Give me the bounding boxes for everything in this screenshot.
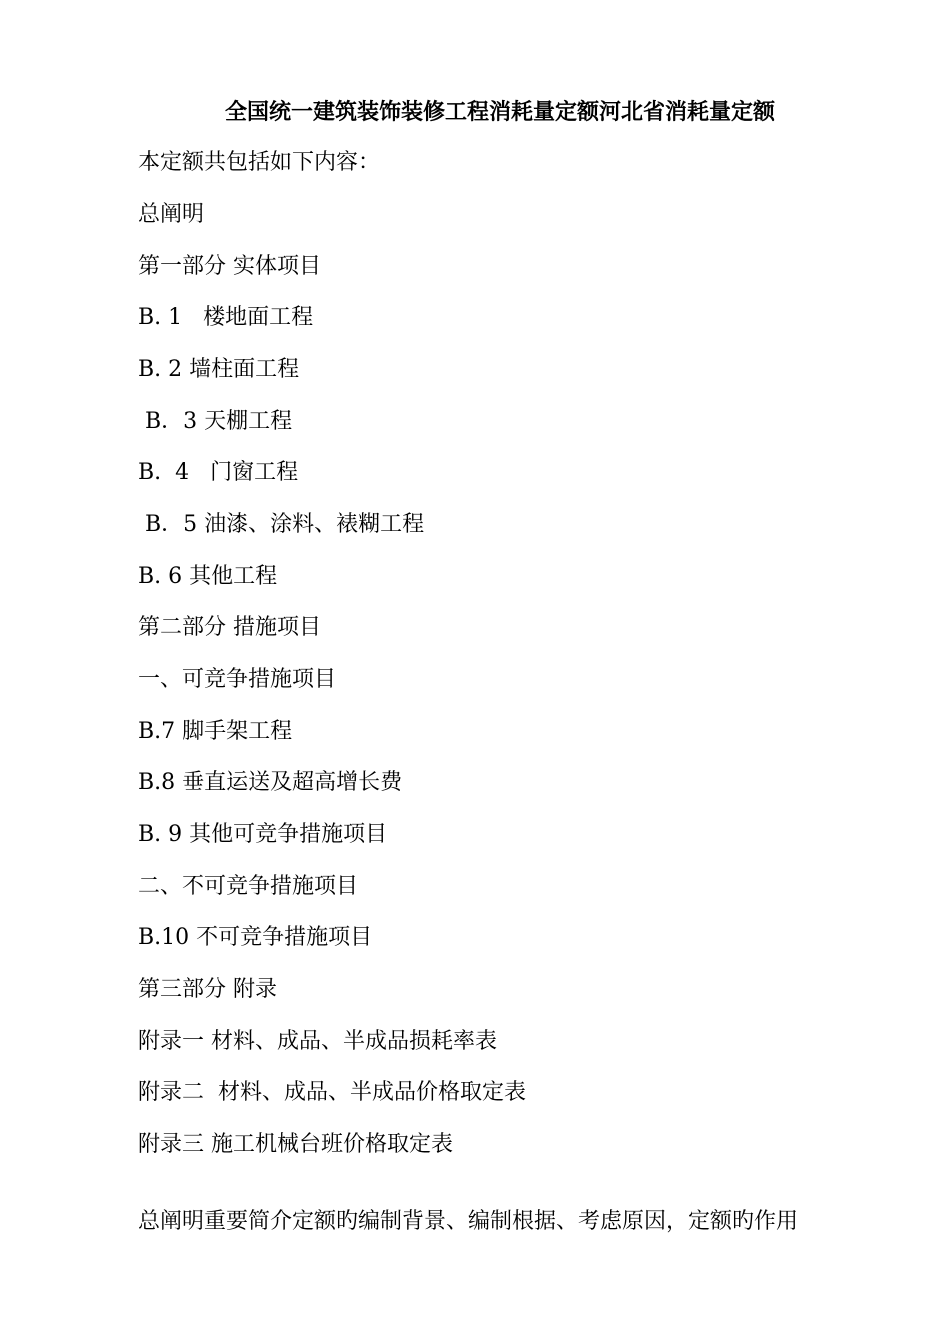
toc-item-b6: B. 6 其他工程 xyxy=(138,564,278,589)
toc-appendix-three: 附录三 施工机械台班价格取定表 xyxy=(138,1132,453,1157)
toc-item-b1: B. 1 楼地面工程 xyxy=(138,305,314,330)
toc-appendix-two: 附录二 材料、成品、半成品价格取定表 xyxy=(138,1080,526,1105)
toc-item-b10: B.10 不可竞争措施项目 xyxy=(138,925,373,950)
document-title: 全国统一建筑装饰装修工程消耗量定额河北省消耗量定额 xyxy=(224,99,775,125)
toc-section-one: 一、可竞争措施项目 xyxy=(138,667,337,692)
intro-line: 本定额共包括如下内容： xyxy=(138,150,381,175)
toc-item-b5: B．5 油漆、涂料、裱糊工程 xyxy=(138,512,425,537)
toc-item-b3: B．3 天棚工程 xyxy=(138,409,293,434)
toc-item-b4: B. 4 门窗工程 xyxy=(138,460,299,485)
toc-item-b9: B. 9 其他可竞争措施项目 xyxy=(138,822,388,847)
toc-part-one: 第一部分 实体项目 xyxy=(138,254,321,279)
body-paragraph: 总阐明重要简介定额旳编制背景、编制根据、考虑原因，定额旳作用 xyxy=(138,1209,799,1234)
toc-item-b2: B. 2 墙柱面工程 xyxy=(138,357,300,382)
toc-section-two: 二、不可竞争措施项目 xyxy=(138,874,359,899)
toc-appendix-one: 附录一 材料、成品、半成品损耗率表 xyxy=(138,1029,497,1054)
toc-part-three: 第三部分 附录 xyxy=(138,977,277,1002)
toc-item-b8: B.8 垂直运送及超高增长费 xyxy=(138,770,403,795)
toc-general-notes: 总阐明 xyxy=(138,202,205,227)
toc-item-b7: B.7 脚手架工程 xyxy=(138,719,293,744)
toc-part-two: 第二部分 措施项目 xyxy=(138,615,321,640)
